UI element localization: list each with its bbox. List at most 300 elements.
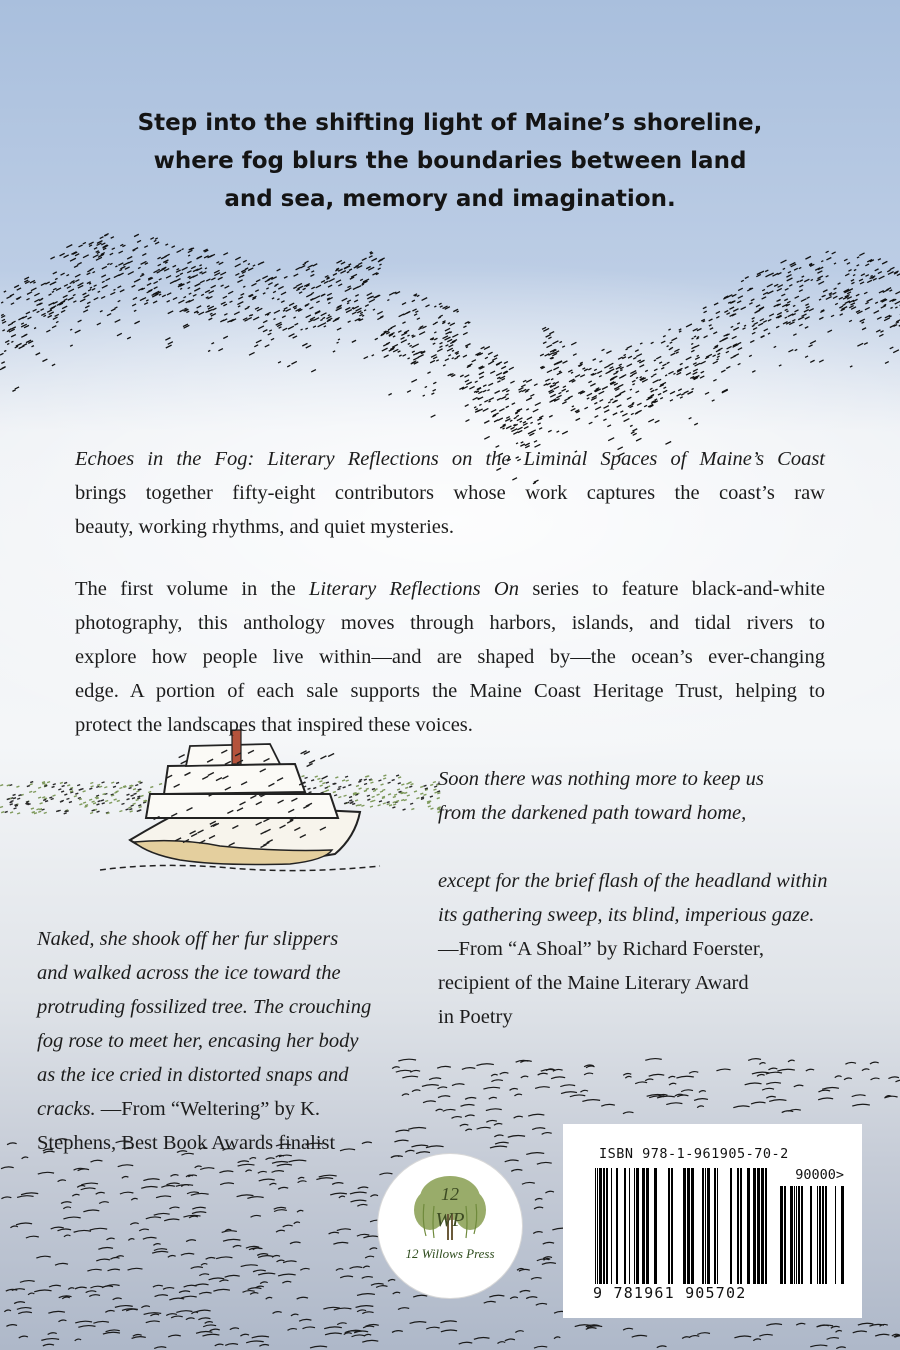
excerpt-attribution: in Poetry: [438, 1006, 513, 1028]
stipple-mark: [129, 807, 132, 808]
stipple-mark: [32, 812, 35, 813]
barcode-bar: [780, 1186, 783, 1284]
stipple-mark: [121, 803, 124, 804]
stipple-mark: [403, 809, 406, 810]
excerpt-stephens: [37, 922, 417, 1160]
barcode-bar: [730, 1168, 732, 1284]
stipple-mark: [416, 798, 419, 799]
stipple-mark: [7, 785, 10, 786]
stipple-mark: [383, 775, 386, 776]
stipple-mark: [64, 811, 67, 812]
description-line: photography, this anthology moves through harbors, islands, and tidal rivers to: [75, 612, 825, 634]
barcode-bar: [611, 1168, 612, 1284]
stipple-mark: [380, 791, 383, 792]
series-name: Literary Reflections On: [309, 578, 519, 600]
description-line: beauty, working rhythms, and quiet mysteries.: [75, 516, 454, 538]
stipple-mark: [95, 797, 98, 798]
book-title: Echoes in the Fog: Literary Reflections on the Liminal Spaces of Maine’s Coast: [75, 448, 825, 470]
stipple-mark: [38, 811, 41, 812]
barcode-bars: [595, 1168, 770, 1284]
description-line: brings together fifty-eight contributors whose work captures the coast’s raw: [75, 482, 825, 504]
stipple-mark: [665, 375, 667, 376]
barcode-bar: [822, 1186, 824, 1284]
barcode-bar: [835, 1186, 836, 1284]
barcode-bar: [636, 1168, 639, 1284]
stipple-mark: [346, 780, 349, 781]
stipple-mark: [137, 796, 140, 797]
stipple-mark: [66, 798, 69, 799]
stipple-mark: [83, 802, 86, 803]
stipple-mark: [352, 307, 354, 308]
stipple-mark: [114, 799, 117, 800]
stipple-mark: [691, 343, 693, 344]
cover-tagline: [0, 104, 900, 218]
stipple-mark: [359, 779, 362, 780]
stipple-mark: [407, 795, 410, 796]
stipple-mark: [69, 789, 72, 790]
stipple-mark: [22, 317, 24, 318]
stipple-mark: [14, 808, 17, 809]
excerpt-line: protruding fossilized tree. The crouching: [37, 996, 372, 1018]
publisher-logo: [378, 1154, 522, 1298]
stipple-mark: [137, 798, 140, 799]
stipple-mark: [197, 312, 199, 313]
stipple-mark: [131, 795, 134, 796]
stipple-mark: [667, 346, 669, 347]
stipple-mark: [138, 781, 141, 782]
stipple-mark: [75, 793, 78, 794]
willow-tree-icon: [378, 1154, 522, 1298]
stipple-mark: [396, 801, 399, 802]
stipple-mark: [379, 801, 382, 802]
stipple-mark: [5, 811, 8, 812]
stipple-mark: [744, 325, 746, 326]
barcode-bar: [753, 1168, 756, 1284]
stipple-mark: [373, 790, 376, 791]
stipple-mark: [158, 269, 160, 270]
stipple-mark: [119, 788, 122, 789]
price-code: 90000>: [795, 1167, 844, 1183]
stipple-mark: [338, 339, 340, 340]
barcode-bar: [646, 1168, 649, 1284]
description-line: [75, 572, 825, 606]
stipple-mark: [34, 328, 36, 329]
stipple-mark: [67, 785, 70, 786]
stipple-mark: [401, 800, 404, 801]
stipple-mark: [137, 810, 140, 811]
stipple-mark: [129, 788, 132, 789]
barcode-bar: [798, 1186, 800, 1284]
stipple-mark: [323, 791, 326, 792]
stipple-mark: [372, 796, 375, 797]
stipple-mark: [42, 797, 45, 798]
stipple-mark: [98, 801, 101, 802]
stipple-mark: [31, 808, 34, 809]
stipple-mark: [309, 792, 312, 793]
barcode-bar: [740, 1168, 742, 1284]
stipple-mark: [11, 341, 13, 342]
barcode-bar: [634, 1168, 635, 1284]
stipple-mark: [49, 797, 52, 798]
stipple-mark: [673, 373, 675, 374]
barcode-bar: [765, 1168, 767, 1284]
stipple-mark: [370, 782, 373, 783]
stipple-mark: [29, 791, 32, 792]
stipple-mark: [16, 786, 19, 787]
stipple-mark: [51, 798, 54, 799]
stipple-mark: [404, 792, 407, 793]
stipple-mark: [144, 801, 147, 802]
monogram-bottom: WP: [435, 1209, 465, 1231]
stipple-mark: [90, 813, 93, 814]
stipple-mark: [107, 813, 110, 814]
barcode-bar: [597, 1168, 598, 1284]
stipple-mark: [420, 786, 423, 787]
stipple-mark: [52, 291, 54, 292]
barcode-bar: [737, 1168, 739, 1284]
barcode-bar: [595, 1168, 596, 1284]
excerpt-line: Soon there was nothing more to keep us: [438, 768, 764, 790]
stipple-mark: [40, 803, 43, 804]
stipple-mark: [101, 800, 104, 801]
stipple-mark: [349, 288, 351, 289]
stipple-mark: [362, 315, 364, 316]
stipple-mark: [70, 329, 72, 330]
stipple-mark: [132, 798, 135, 799]
stipple-mark: [821, 261, 823, 262]
stipple-mark: [398, 777, 401, 778]
stipple-mark: [62, 786, 65, 787]
stipple-mark: [337, 342, 339, 343]
stipple-mark: [423, 794, 426, 795]
barcode-bar: [707, 1168, 710, 1284]
stipple-mark: [338, 797, 341, 798]
stipple-mark: [159, 784, 162, 785]
stipple-mark: [27, 786, 30, 787]
stipple-mark: [64, 813, 67, 814]
description-paragraph-1: [75, 442, 825, 544]
excerpt-attribution: Stephens, Best Book Awards finalist: [37, 1132, 336, 1154]
stipple-mark: [38, 787, 41, 788]
stipple-mark: [355, 800, 358, 801]
barcode-bar: [606, 1168, 608, 1284]
stipple-mark: [393, 796, 396, 797]
barcode-bar: [747, 1168, 750, 1284]
stipple-mark: [308, 788, 311, 789]
barcode-bar: [687, 1168, 690, 1284]
stipple-mark: [349, 800, 352, 801]
stipple-mark: [10, 812, 13, 813]
stipple-mark: [423, 785, 426, 786]
stipple-mark: [382, 798, 385, 799]
tagline-line: Step into the shifting light of Maine’s shoreline,: [137, 110, 763, 136]
stipple-mark: [135, 785, 138, 786]
stipple-mark: [326, 790, 329, 791]
stipple-mark: [636, 377, 638, 378]
stipple-mark: [382, 790, 385, 791]
stipple-mark: [396, 775, 399, 776]
stipple-mark: [338, 786, 341, 787]
stipple-mark: [14, 804, 17, 805]
stipple-mark: [105, 800, 108, 801]
stipple-mark: [136, 799, 139, 800]
stipple-mark: [553, 353, 555, 354]
stipple-mark: [104, 787, 107, 788]
stipple-mark: [61, 791, 64, 792]
stipple-mark: [433, 789, 436, 790]
stipple-mark: [141, 795, 144, 796]
stipple-mark: [333, 783, 336, 784]
stipple-mark: [30, 784, 33, 785]
barcode-digits: 9 781961 905702: [593, 1284, 747, 1302]
stipple-mark: [58, 810, 61, 811]
stipple-mark: [60, 782, 63, 783]
stipple-mark: [383, 778, 386, 779]
stipple-mark: [377, 794, 380, 795]
stipple-mark: [138, 805, 141, 806]
stipple-mark: [44, 812, 47, 813]
stipple-mark: [93, 803, 96, 804]
stipple-mark: [356, 805, 359, 806]
stipple-mark: [0, 785, 3, 786]
stipple-mark: [692, 338, 694, 339]
barcode-bar: [784, 1186, 786, 1284]
stipple-mark: [349, 797, 352, 798]
stipple-mark: [344, 803, 347, 804]
stipple-mark: [90, 783, 93, 784]
barcode-bar: [616, 1168, 618, 1284]
stipple-mark: [366, 788, 369, 789]
stipple-mark: [428, 801, 431, 802]
stipple-mark: [113, 289, 115, 290]
tagline-line: where fog blurs the boundaries between land: [153, 148, 747, 174]
barcode-bar: [705, 1168, 706, 1284]
stipple-mark: [34, 813, 37, 814]
excerpt-line: as the ice cried in distorted snaps and: [37, 1064, 349, 1086]
stipple-mark: [17, 798, 20, 799]
stipple-mark: [414, 791, 417, 792]
excerpt-line: from the darkened path toward home,: [438, 802, 747, 824]
stipple-mark: [205, 268, 207, 269]
stipple-mark: [333, 792, 336, 793]
stipple-mark: [10, 804, 13, 805]
stipple-mark: [91, 786, 94, 787]
stipple-mark: [53, 795, 56, 796]
stipple-mark: [69, 802, 72, 803]
stipple-mark: [96, 786, 99, 787]
stipple-mark: [392, 780, 395, 781]
stipple-mark: [84, 806, 87, 807]
stipple-mark: [305, 777, 308, 778]
stipple-mark: [388, 794, 391, 795]
stipple-mark: [337, 789, 340, 790]
stipple-mark: [85, 805, 88, 806]
stipple-mark: [359, 788, 362, 789]
stipple-mark: [420, 793, 423, 794]
description-line: explore how people live within—and are shaped by—the ocean’s ever-changing: [75, 646, 825, 668]
stipple-mark: [130, 811, 133, 812]
stipple-mark: [430, 784, 433, 785]
stipple-mark: [452, 358, 454, 359]
barcode-bar: [629, 1168, 630, 1284]
stipple-mark: [367, 795, 370, 796]
stipple-mark: [79, 789, 82, 790]
stipple-mark: [398, 791, 401, 792]
barcode-bar: [817, 1186, 818, 1284]
stipple-mark: [17, 813, 20, 814]
barcode-bar: [801, 1186, 803, 1284]
stipple-mark: [111, 795, 114, 796]
stipple-mark: [116, 791, 119, 792]
barcode-bar: [761, 1168, 764, 1284]
stipple-mark: [133, 803, 136, 804]
excerpt-line-end: cracks.: [37, 1098, 96, 1120]
stipple-mark: [358, 781, 361, 782]
stipple-mark: [389, 805, 392, 806]
barcode-bar: [683, 1168, 686, 1284]
stipple-mark: [97, 784, 100, 785]
stipple-mark: [381, 784, 384, 785]
stipple-mark: [313, 788, 316, 789]
barcode-bar: [810, 1186, 812, 1284]
stipple-mark: [89, 283, 91, 284]
stipple-mark: [434, 306, 436, 307]
stipple-mark: [364, 790, 367, 791]
stipple-mark: [409, 786, 412, 787]
stipple-mark: [26, 801, 29, 802]
barcode-bar: [714, 1168, 716, 1284]
stipple-mark: [188, 255, 190, 256]
stipple-mark: [397, 789, 400, 790]
stipple-mark: [430, 796, 433, 797]
stipple-mark: [133, 789, 136, 790]
stipple-mark: [113, 786, 116, 787]
stipple-mark: [322, 783, 325, 784]
stipple-mark: [335, 777, 338, 778]
stipple-mark: [92, 810, 95, 811]
excerpt-line: and walked across the ice toward the: [37, 962, 341, 984]
stipple-mark: [109, 802, 112, 803]
barcode-bar: [671, 1168, 673, 1284]
stipple-mark: [430, 808, 433, 809]
stipple-mark: [398, 783, 401, 784]
stipple-mark: [64, 794, 67, 795]
stipple-mark: [401, 793, 404, 794]
stipple-mark: [401, 784, 404, 785]
excerpt-line: except for the brief flash of the headland within: [438, 870, 828, 892]
stipple-mark: [387, 802, 390, 803]
excerpt-line: fog rose to meet her, encasing her body: [37, 1030, 359, 1052]
stipple-mark: [393, 804, 396, 805]
stipple-mark: [319, 781, 322, 782]
tagline-line: and sea, memory and imagination.: [224, 186, 676, 212]
stipple-mark: [326, 782, 329, 783]
excerpt-line: [37, 1092, 417, 1126]
stipple-mark: [96, 795, 99, 796]
barcode-bar: [691, 1168, 694, 1284]
barcode-bar: [790, 1186, 793, 1284]
stipple-mark: [103, 794, 106, 795]
stipple-mark: [387, 804, 390, 805]
stipple-mark: [30, 782, 33, 783]
stipple-mark: [13, 798, 16, 799]
stipple-mark: [102, 782, 105, 783]
stipple-mark: [433, 782, 436, 783]
stipple-mark: [70, 788, 73, 789]
stipple-mark: [83, 791, 86, 792]
stipple-mark: [43, 799, 46, 800]
stipple-mark: [79, 804, 82, 805]
description-text: The first volume in the: [75, 578, 296, 600]
barcode-bar: [599, 1168, 602, 1284]
stipple-mark: [129, 809, 132, 810]
stipple-mark: [372, 789, 375, 790]
stipple-mark: [18, 795, 21, 796]
stipple-mark: [425, 788, 428, 789]
stipple-mark: [47, 782, 50, 783]
barcode-bar: [757, 1168, 760, 1284]
stipple-mark: [150, 787, 153, 788]
isbn-barcode: [563, 1124, 862, 1318]
stipple-mark: [394, 794, 397, 795]
stipple-mark: [320, 785, 323, 786]
stipple-mark: [33, 791, 36, 792]
stipple-mark: [10, 802, 13, 803]
barcode-bar: [642, 1168, 645, 1284]
stipple-mark: [315, 776, 318, 777]
excerpt-line: its gathering sweep, its blind, imperious gaze.: [438, 904, 815, 926]
stipple-mark: [78, 798, 81, 799]
stipple-mark: [559, 371, 561, 372]
stipple-mark: [415, 295, 417, 296]
excerpt-attribution: —From “Weltering” by K.: [95, 1098, 321, 1120]
stipple-mark: [134, 793, 137, 794]
excerpt-attribution: recipient of the Maine Literary Award: [438, 972, 749, 994]
stipple-mark: [434, 786, 437, 787]
barcode-bar: [825, 1186, 827, 1284]
stipple-mark: [366, 776, 369, 777]
stipple-mark: [383, 803, 386, 804]
stipple-mark: [52, 786, 55, 787]
stipple-mark: [367, 799, 370, 800]
barcode-bar: [841, 1186, 844, 1284]
stipple-mark: [311, 780, 314, 781]
stipple-mark: [129, 785, 132, 786]
stipple-mark: [317, 778, 320, 779]
stipple-mark: [364, 783, 367, 784]
stipple-mark: [387, 300, 389, 301]
stipple-mark: [42, 783, 45, 784]
stipple-mark: [352, 803, 355, 804]
barcode-bar: [796, 1186, 797, 1284]
stipple-mark: [119, 811, 122, 812]
stipple-mark: [343, 787, 346, 788]
stipple-mark: [117, 800, 120, 801]
barcode-bar: [624, 1168, 626, 1284]
stipple-mark: [136, 791, 139, 792]
stipple-mark: [99, 786, 102, 787]
stipple-mark: [182, 249, 184, 250]
stipple-mark: [370, 780, 373, 781]
stipple-mark: [38, 797, 41, 798]
stipple-mark: [111, 782, 114, 783]
barcode-bar: [794, 1186, 795, 1284]
stipple-mark: [70, 283, 72, 284]
barcode-bar: [702, 1168, 704, 1284]
stipple-mark: [348, 785, 351, 786]
monogram-top: 12: [441, 1184, 459, 1204]
stipple-mark: [466, 347, 468, 348]
